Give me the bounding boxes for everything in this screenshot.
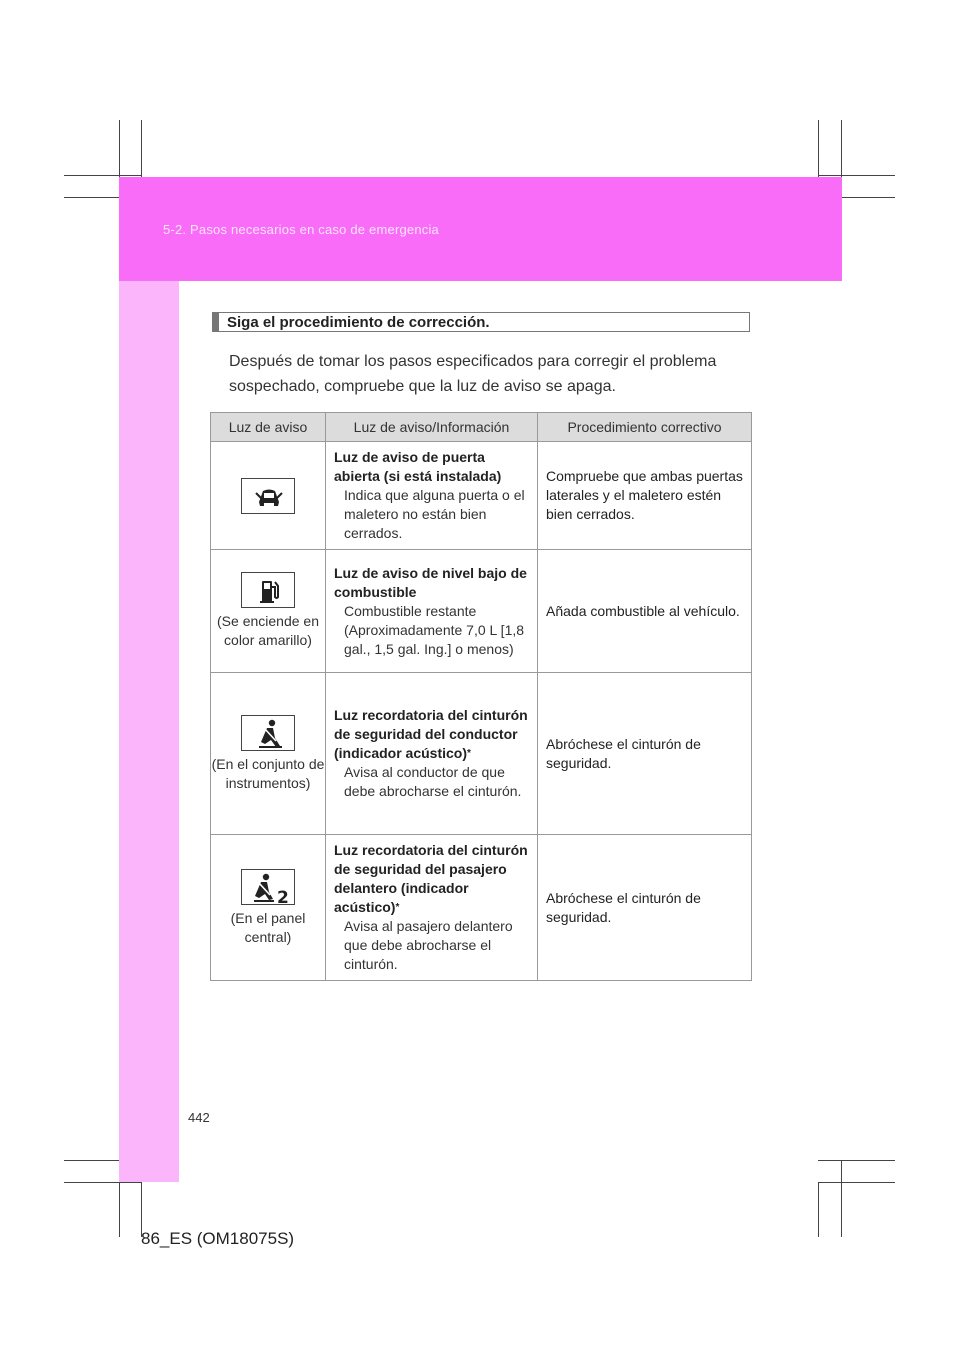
- info-cell: [326, 835, 538, 981]
- footnote-marker: *: [395, 902, 400, 913]
- icon-cell: [211, 442, 326, 550]
- intro-paragraph: Después de tomar los pasos especificados para corregir el problema sospechado, compruebe que la luz de aviso se apaga.: [229, 353, 717, 395]
- side-band: [119, 281, 179, 1182]
- door-open-icon: [241, 478, 295, 514]
- table-header-row: [211, 413, 752, 442]
- icon-note: (En el conjunto de instrumentos): [211, 755, 325, 791]
- crop-mark: [818, 1182, 819, 1237]
- icon-cell: [211, 835, 326, 981]
- svg-text:2: 2: [277, 887, 289, 906]
- icon-note: (En el panel central): [230, 909, 306, 945]
- procedure-cell: Abróchese el cinturón de seguridad.: [538, 835, 752, 981]
- info-cell: [326, 550, 538, 673]
- table-row: [211, 835, 752, 981]
- icon-cell: [211, 673, 326, 835]
- table-row: [211, 673, 752, 835]
- procedure-heading: [212, 312, 750, 332]
- light-title-text: Luz de aviso de nivel bajo de combustible: [334, 564, 527, 600]
- light-title-text: Luz recordatoria del cinturón de seguridad del pasajero delantero (indicador acústico): [334, 842, 528, 915]
- section-title: 5-2. Pasos necesarios en caso de emergencia: [163, 222, 439, 237]
- footnote-marker: *: [467, 748, 471, 759]
- procedure-cell: Añada combustible al vehículo.: [538, 550, 752, 673]
- light-description: Combustible restante (Aproximadamente 7,0 L [1,8 gal., 1,5 gal. Ing.] o menos): [344, 602, 525, 657]
- light-title: [334, 841, 531, 917]
- crop-mark: [818, 1182, 895, 1183]
- light-title: [334, 448, 531, 486]
- crop-mark: [841, 1160, 842, 1237]
- icon-cell: [211, 550, 326, 673]
- table-row: [211, 442, 752, 550]
- light-description: Avisa al conductor de que debe abrocharse el cinturón.: [344, 764, 522, 799]
- crop-mark: [818, 1160, 895, 1161]
- crop-mark: [818, 175, 895, 176]
- light-title-text: Luz de aviso de puerta abierta (si está instalada): [334, 449, 502, 484]
- light-description: Avisa al pasajero delantero que debe abrocharse el cinturón.: [344, 918, 513, 972]
- heading-text: Siga el procedimiento de corrección.: [227, 313, 490, 331]
- warning-lights-table: [210, 412, 752, 981]
- document-code: 86_ES (OM18075S): [141, 1229, 295, 1248]
- page-number: 442: [188, 1110, 210, 1125]
- light-title: [334, 564, 531, 602]
- crop-mark: [64, 175, 141, 176]
- procedure-cell: Compruebe que ambas puertas laterales y el maletero estén bien cerrados.: [538, 442, 752, 550]
- passenger-seatbelt-icon: [241, 869, 295, 905]
- column-header: Procedimiento correctivo: [538, 413, 752, 442]
- info-cell: [326, 442, 538, 550]
- light-title: [334, 706, 531, 763]
- table-row: [211, 550, 752, 673]
- column-header: Luz de aviso: [211, 413, 326, 442]
- light-description: Indica que alguna puerta o el maletero no están bien cerrados.: [344, 487, 525, 541]
- column-header: Luz de aviso/Información: [326, 413, 538, 442]
- seatbelt-icon: [241, 715, 295, 751]
- crop-mark: [64, 1182, 141, 1183]
- info-cell: [326, 673, 538, 835]
- fuel-pump-icon: [241, 572, 295, 608]
- procedure-cell: Abróchese el cinturón de seguridad.: [538, 673, 752, 835]
- light-title-text: Luz recordatoria del cinturón de seguridad del conductor (indicador acústico): [334, 707, 528, 761]
- icon-note: (Se enciende en color amarillo): [217, 613, 319, 648]
